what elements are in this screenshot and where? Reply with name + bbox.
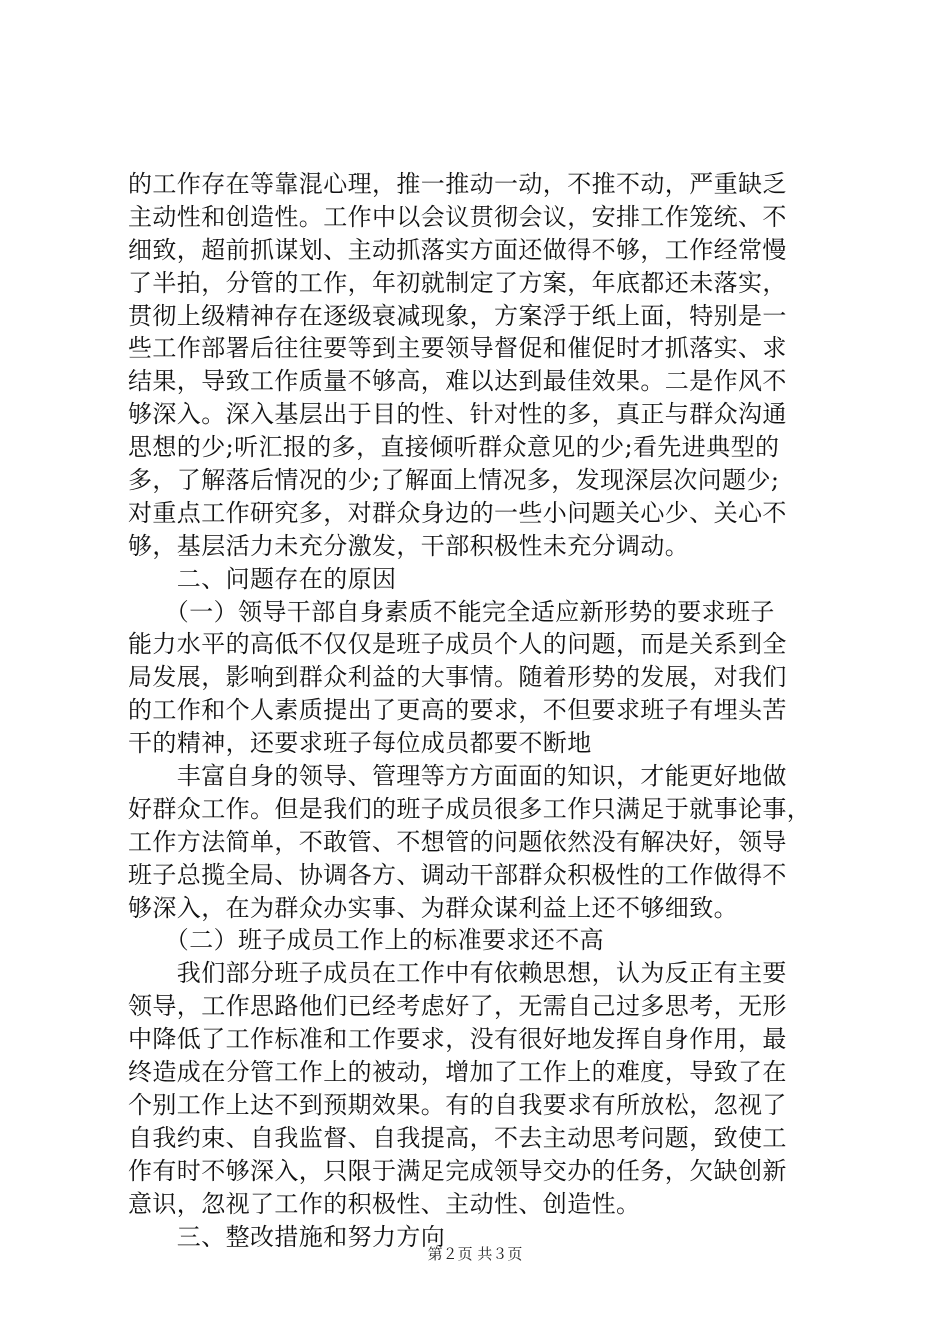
text-line: 贯彻上级精神存在逐级衰减现象，方案浮于纸上面，特别是一 [128, 301, 787, 330]
text-line: 工作方法简单，不敢管、不想管的问题依然没有解决好，领导 [128, 827, 787, 856]
text-line: 些工作部署后往往要等到主要领导督促和催促时才抓落实、求 [128, 334, 787, 363]
text-line: 了半拍，分管的工作，年初就制定了方案，年底都还未落实， [128, 268, 787, 297]
page-footer: 第２页 共３页 [427, 1245, 523, 1263]
text-line: 的工作存在等靠混心理，推一推动一动，不推不动，严重缺乏 [128, 170, 787, 198]
text-line: 三、整改措施和努力方向 [128, 1222, 446, 1251]
text-line: 二、问题存在的原因 [128, 564, 397, 593]
text-line: 终造成在分管工作上的被动，增加了工作上的难度，导致了在 [128, 1058, 787, 1087]
text-line: 班子总揽全局、协调各方、调动干部群众积极性的工作做得不 [128, 860, 787, 889]
text-line: 多，了解落后情况的少;了解面上情况多，发现深层次问题少; [128, 466, 780, 495]
text-line: 结果，导致工作质量不够高，难以达到最佳效果。二是作风不 [128, 367, 787, 396]
text-line: 的工作和个人素质提出了更高的要求，不但要求班子有埋头苦 [128, 696, 787, 725]
text-line: 个别工作上达不到预期效果。有的自我要求有所放松，忽视了 [128, 1090, 787, 1119]
text-line: 中降低了工作标准和工作要求，没有很好地发挥自身作用，最 [128, 1025, 787, 1054]
text-line: 够深入。深入基层出于目的性、针对性的多，真正与群众沟通 [128, 400, 787, 429]
text-line: 丰富自身的领导、管理等方方面面的知识，才能更好地做 [128, 762, 787, 791]
text-line: 自我约束、自我监督、自我提高，不去主动思考问题，致使工 [128, 1123, 787, 1152]
text-line: 够深入，在为群众办实事、为群众谋利益上还不够细致。 [128, 893, 738, 922]
text-line: 局发展，影响到群众利益的大事情。随着形势的发展，对我们 [128, 663, 787, 692]
text-line: 领导，工作思路他们已经考虑好了，无需自己过多思考，无形 [128, 992, 787, 1021]
text-line: 我们部分班子成员在工作中有依赖思想，认为反正有主要 [128, 959, 787, 988]
text-line: 能力水平的高低不仅仅是班子成员个人的问题，而是关系到全 [128, 630, 787, 659]
text-line: 好群众工作。但是我们的班子成员很多工作只满足于就事论事， [128, 794, 812, 823]
text-line: 作有时不够深入，只限于满足完成领导交办的任务，欠缺创新 [128, 1156, 787, 1185]
text-line: （一）领导干部自身素质不能完全适应新形势的要求班子 [128, 597, 775, 626]
text-line: 够，基层活力未充分激发，干部积极性未充分调动。 [128, 531, 690, 560]
text-line: 主动性和创造性。工作中以会议贯彻会议，安排工作笼统、不 [128, 202, 787, 231]
text-line: 干的精神，还要求班子每位成员都要不断地 [128, 729, 592, 758]
text-line: 思想的少;听汇报的多，直接倾听群众意见的少;看先进典型的 [128, 433, 780, 462]
text-line: 意识，忽视了工作的积极性、主动性、创造性。 [128, 1189, 641, 1218]
text-line: 细致，超前抓谋划、主动抓落实方面还做得不够，工作经常慢 [128, 235, 787, 264]
text-line: 对重点工作研究多，对群众身边的一些小问题关心少、关心不 [128, 498, 787, 527]
document-body [128, 168, 848, 1253]
text-line: （二）班子成员工作上的标准要求还不高 [128, 926, 604, 955]
